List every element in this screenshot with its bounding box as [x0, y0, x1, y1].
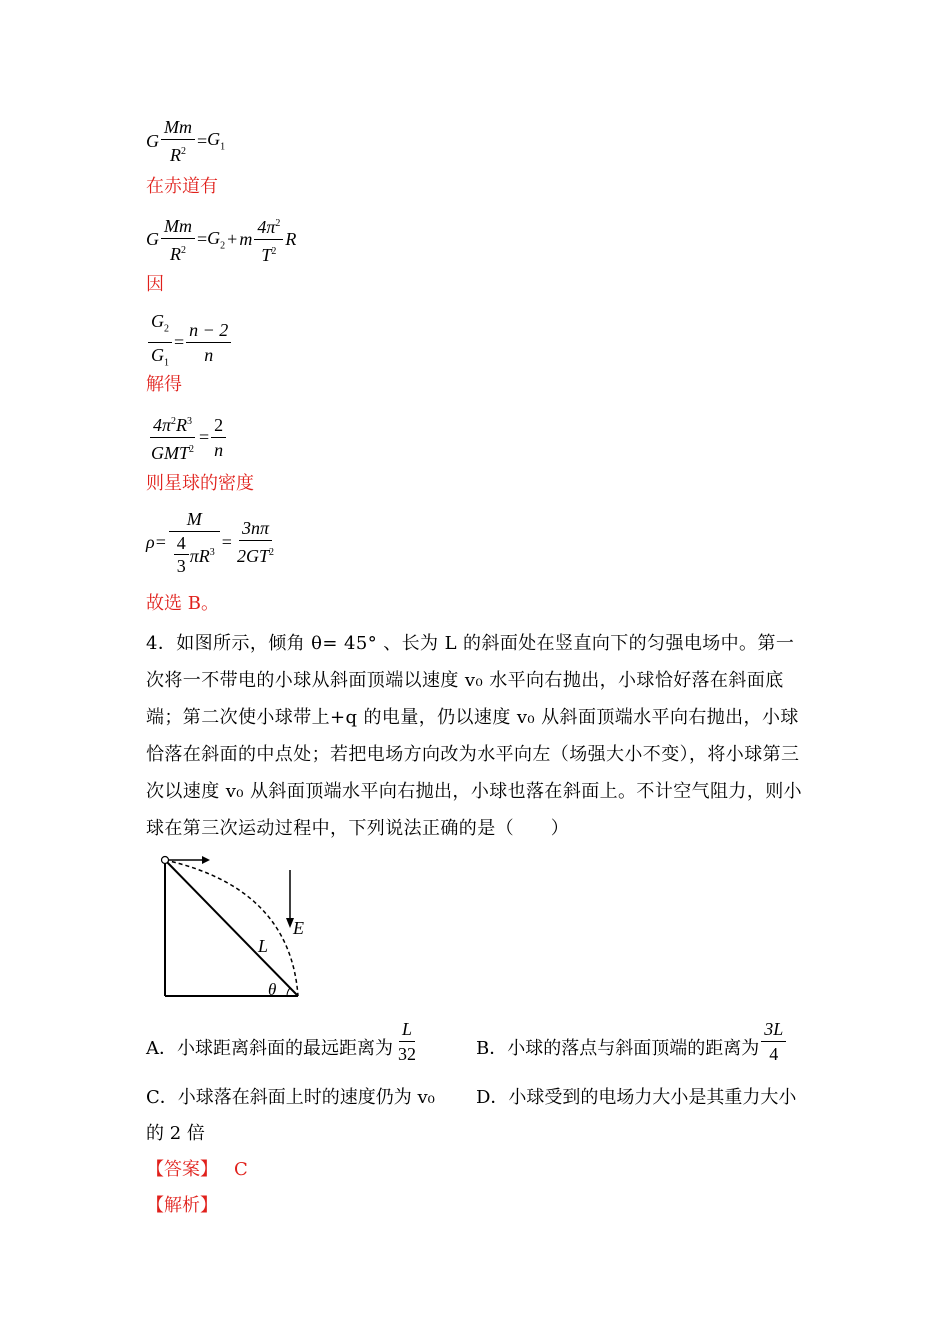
fraction: $\frac{G_2}{G_1}$ [148, 310, 172, 374]
figure-ball [162, 857, 169, 864]
incline-figure [150, 848, 320, 1003]
text-equator: 在赤道有 [146, 176, 218, 197]
equation-ratio: $\frac{G_2}{G_1}$ = $\frac{n - 2}{n}$ [146, 310, 233, 374]
fraction: $\frac{Mm}{R^2}$ [161, 215, 195, 265]
figure-angle-arc [287, 988, 290, 996]
figure-label-E: E [293, 918, 304, 938]
option-A-fraction: $\frac{L}{32}$ [398, 1019, 416, 1064]
eq-rhs: $G_1$ [207, 129, 226, 153]
option-C: C．小球落在斜面上时的速度仍为 v₀ [146, 1087, 435, 1108]
equation-gravity-pole [146, 116, 225, 166]
fraction: M $\frac{4}{3}$ $\pi R^3$ [169, 508, 220, 576]
figure-label-L: L [258, 936, 269, 956]
option-A-text: A．小球距离斜面的最远距离为 [146, 1038, 393, 1059]
fraction [161, 116, 195, 166]
equation-result: $\frac{4\pi^2R^3}{GMT^2}$ = $\frac{2}{n}$ [146, 411, 228, 464]
option-D: D．小球受到的电场力大小是其重力大小 [476, 1087, 797, 1108]
option-B-text: B．小球的落点与斜面顶端的距离为 [476, 1038, 760, 1059]
answer [146, 1158, 248, 1182]
figure-incline [165, 860, 298, 996]
answer-value: C [234, 1159, 248, 1180]
fraction: $\frac{3n\pi}{2GT^2}$ [236, 518, 274, 566]
equation-gravity-equator: G $\frac{Mm}{R^2}$ = $G_2$ + m $\frac{4\pi^2}{T^2}$ R [146, 213, 296, 266]
fraction: $\frac{4\pi^2}{T^2}$ [254, 213, 283, 266]
text-density: 则星球的密度 [146, 473, 254, 494]
option-B [476, 1018, 788, 1065]
eq-sign: = [197, 130, 208, 151]
eq-symbol: G [146, 130, 159, 151]
answer-label: 【答案】 [146, 1159, 218, 1180]
text-choose: 故选 B。 [146, 593, 219, 614]
analysis-label: 【解析】 [146, 1195, 218, 1216]
equation-density: ρ= M $\frac{4}{3}$ $\pi R^3$ = $\frac{3n\pi}{2GT^2}$ [146, 508, 279, 576]
text-solve: 解得 [146, 374, 182, 395]
figure-label-theta: θ [268, 980, 277, 999]
question-number: 4 [146, 633, 158, 654]
question-4 [146, 625, 811, 847]
option-B-fraction: $\frac{3L}{4}$ [761, 1018, 786, 1065]
fraction: $\frac{4\pi^2R^3}{GMT^2}$ [148, 411, 197, 464]
fraction: $\frac{2}{n}$ [211, 414, 226, 461]
fraction-denominator: $R^2$ [170, 145, 186, 165]
fraction-numerator: Mm [161, 116, 195, 140]
question-text: ．如图所示，倾角 θ= 45° 、长为 L 的斜面处在竖直向下的匀强电场中。第一次将一不带电的小球从斜面顶端以速度 v₀ 水平向右抛出，小球恰好落在斜面底端；第二次使小球带上+q 的电量，仍以速度 v₀ 从斜面顶端水平向右抛出，小球恰落在斜面的中点处；若把电场方向改为水平向左（场强大小不变），将小球第三次以速度 v₀ 从斜面顶端水平向右抛出，小球也落在斜面上。不计空气阻力，则小球在第三次运动过程中，下列说法正确的是（ ） [146, 633, 803, 839]
figure-velocity-arrowhead [202, 856, 210, 864]
text-because: 因 [146, 274, 164, 295]
option-A [146, 1018, 421, 1065]
option-D-continued: 的 2 倍 [146, 1123, 205, 1144]
fraction: $\frac{n - 2}{n}$ [186, 319, 231, 366]
